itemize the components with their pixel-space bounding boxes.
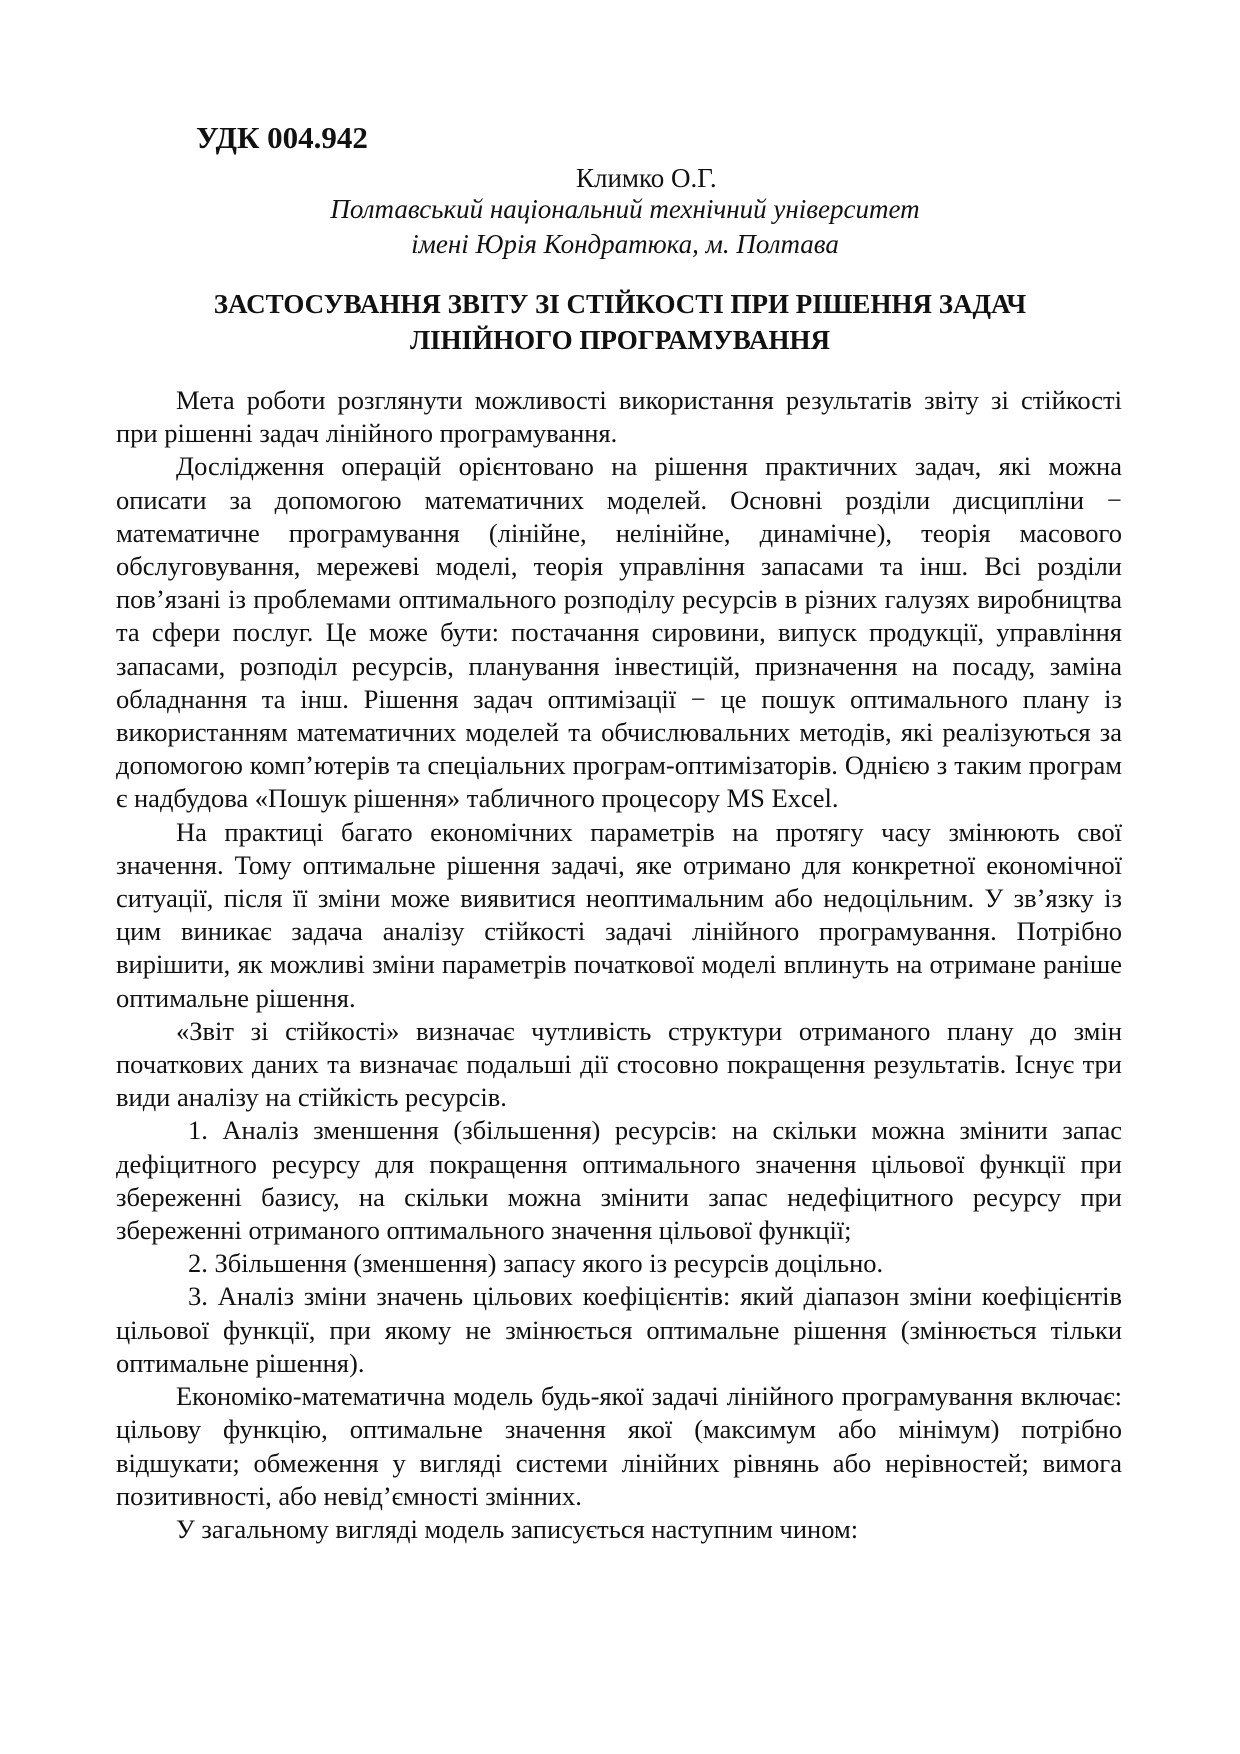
affiliation-line: імені Юрія Кондратюка, м. Полтава	[411, 229, 839, 259]
list-item: 1. Аналіз зменшення (збільшення) ресурсів: на скільки можна змінити запас дефіцитного ресурсу для покращення оптимального значення цільової функції при збереженні базису, на скільки можна змінити запас недефіцитного ресурсу при збереженні отриманого оптимального значення цільової функції;	[116, 1115, 1122, 1246]
body-paragraph: Мета роботи розглянути можливості використання результатів звіту зі стійкості при рішенні задач лінійного програмування.	[116, 385, 1122, 449]
affiliation-line: Полтавський національний технічний університет	[330, 194, 920, 224]
list-item: 2. Збільшення (зменшення) запасу якого із ресурсів доцільно.	[188, 1248, 884, 1279]
body-paragraph: «Звіт зі стійкості» визначає чутливість структури отриманого плану до змін початкових даних та визначає подальші дії стосовно покращення результатів. Існує три види аналізу на стійкість ресурсів.	[116, 1015, 1122, 1113]
list-item: 3. Аналіз зміни значень цільових коефіцієнтів: який діапазон зміни коефіцієнтів цільової функції, при якому не змінюється оптимальне рішення (змінюється тільки оптимальне рішення).	[116, 1281, 1122, 1378]
paper-title	[120, 286, 1120, 358]
paper-body	[116, 384, 1122, 1546]
author-affiliation	[300, 192, 950, 262]
body-paragraph: Економіко-математична модель будь-якої задачі лінійного програмування включає: цільову функцію, оптимальне значення якої (максимум або мінімум) потрібно відшукати; обмеження у вигляді системи лінійних рівнянь або нерівностей; вимога позитивності, або невід’ємності змінних.	[116, 1381, 1122, 1511]
body-paragraph: На практиці багато економічних параметрів на протягу часу змінюють свої значення. Тому оптимальне рішення задачі, яке отримано для конкретної економічної ситуації, після її зміни може виявитися неоптимальним або недоцільним. У зв’язку із цим виникає задача аналізу стійкості задачі лінійного програмування. Потрібно вирішити, як можливі зміни параметрів початкової моделі вплинуть на отримане раніше оптимальне рішення.	[116, 816, 1122, 1013]
author-name: Климко О.Г.	[576, 163, 717, 193]
body-paragraph: Дослідження операцій орієнтовано на рішення практичних задач, які можна описати за допомогою математичних моделей. Основні розділи дисципліни − математичне програмування (лінійне, нелінійне, динамічне), теорія масового обслуговування, мережеві моделі, теорія управління запасами та інш. Всі розділи пов’язані із проблемами оптимального розподілу ресурсів в різних галузях виробництва та сфери послуг. Це може бути: постачання сировини, випуск продукції, управління запасами, розподіл ресурсів, планування інвестицій, призначення на посаду, заміна обладнання та інш. Рішення задач оптимізації − це пошук оптимального плану із використанням математичних моделей та обчислювальних методів, які реалізуються за допомогою комп’ютерів та спеціальних програм-оптимізаторів. Однією з таким програм є надбудова «Пошук рішення» табличного процесору MS Excel.	[116, 451, 1122, 814]
udc-code: УДК 004.942	[196, 120, 368, 155]
body-paragraph: У загальному вигляді модель записується наступним чином:	[176, 1513, 859, 1544]
title-line: ЛІНІЙНОГО ПРОГРАМУВАННЯ	[409, 325, 831, 355]
title-line: ЗАСТОСУВАННЯ ЗВІТУ ЗІ СТІЙКОСТІ ПРИ РІШЕННЯ ЗАДАЧ	[213, 289, 1027, 319]
